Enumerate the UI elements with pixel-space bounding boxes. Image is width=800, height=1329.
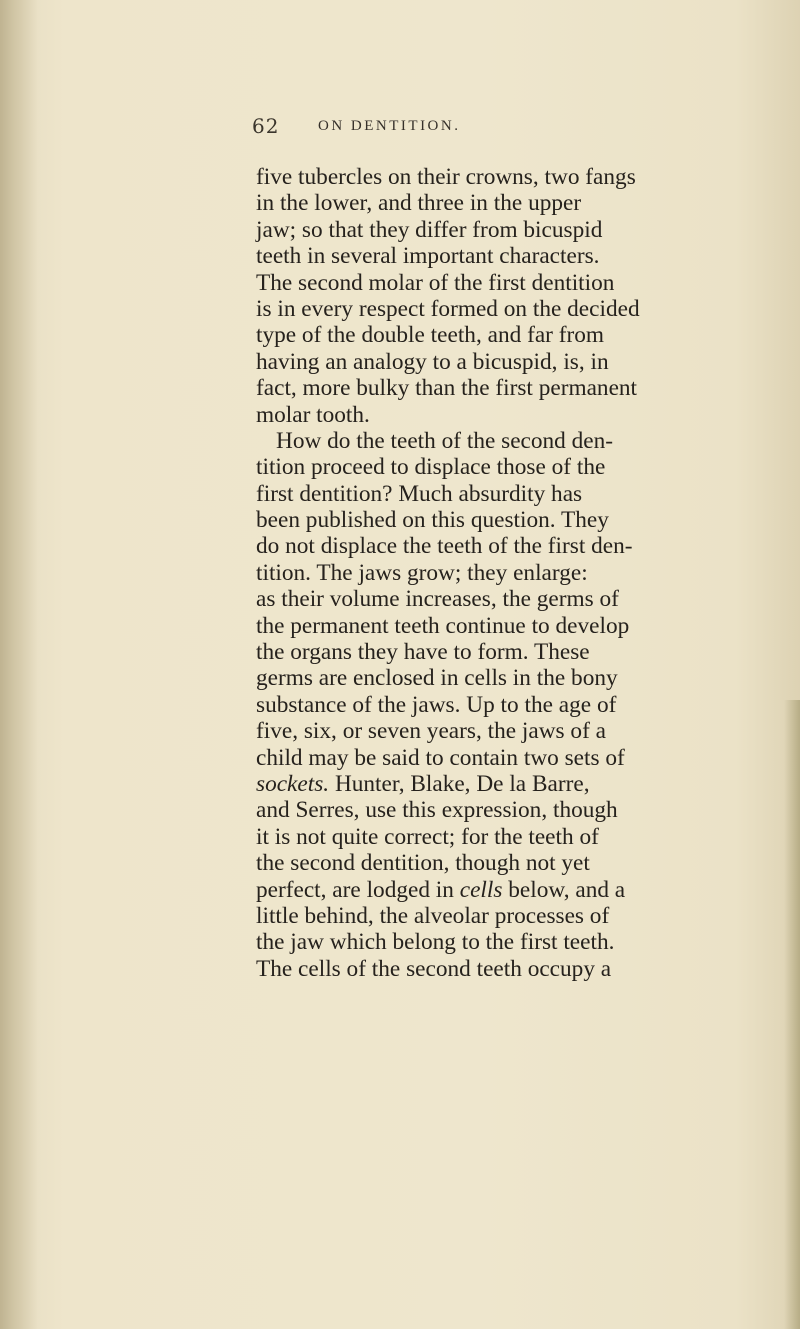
text-line: fact, more bulky than the first permanent — [256, 375, 638, 402]
text-line — [256, 877, 796, 903]
running-head: ON DENTITION. — [318, 118, 461, 134]
text-line: molar tooth. — [256, 401, 370, 428]
text-line: as their volume increases, the germs of — [256, 586, 619, 613]
page-number: 62 — [252, 114, 280, 138]
text-line: germs are enclosed in cells in the bony — [256, 665, 618, 692]
paragraph-start-line: How do the teeth of the second den- — [276, 427, 614, 454]
text-line: and Serres, use this expression, though — [256, 797, 618, 824]
italic-term-cells: cells — [459, 876, 503, 903]
body-text — [256, 164, 796, 982]
text-line: five, six, or seven years, the jaws of a — [256, 718, 606, 745]
text-line: tition proceed to displace those of the — [256, 454, 606, 481]
text-line: do not displace the teeth of the first den- — [256, 533, 633, 560]
text-line: the jaw which belong to the first teeth. — [256, 929, 615, 956]
text-line: substance of the jaws. Up to the age of — [256, 691, 617, 718]
text-line: tition. The jaws grow; they enlarge: — [256, 559, 588, 586]
text-line: in the lower, and three in the upper — [256, 190, 582, 217]
text-line: the organs they have to form. These — [256, 639, 590, 666]
text-line: first dentition? Much absurdity has — [256, 480, 583, 507]
text-line — [256, 771, 796, 797]
italic-term-sockets: sockets. — [256, 770, 330, 797]
text-line: type of the double teeth, and far from — [256, 322, 605, 349]
text-line: child may be said to contain two sets of — [256, 744, 625, 771]
text-line: The second molar of the first dentition — [256, 269, 615, 296]
text-line: jaw; so that they differ from bicuspid — [256, 216, 603, 243]
page-header — [252, 108, 652, 148]
text-line: five tubercles on their crowns, two fangs — [256, 164, 636, 190]
text-line: the permanent teeth continue to develop — [256, 612, 630, 639]
text-line: the second dentition, though not yet — [256, 850, 590, 877]
text-line-segment: below, and a — [508, 876, 626, 903]
text-line: been published on this question. They — [256, 507, 609, 534]
text-line-segment: Hunter, Blake, De la Barre, — [334, 770, 590, 797]
text-line: teeth in several important characters. — [256, 243, 600, 270]
text-line-segment: perfect, are lodged in — [256, 876, 454, 903]
binding-shadow — [0, 0, 38, 1329]
text-line: having an analogy to a bicuspid, is, in — [256, 348, 609, 375]
text-line: The cells of the second teeth occupy a — [256, 955, 612, 982]
text-line: is in every respect formed on the decided — [256, 295, 640, 322]
text-line: little behind, the alveolar processes of — [256, 902, 610, 929]
text-line: it is not quite correct; for the teeth of — [256, 823, 599, 850]
